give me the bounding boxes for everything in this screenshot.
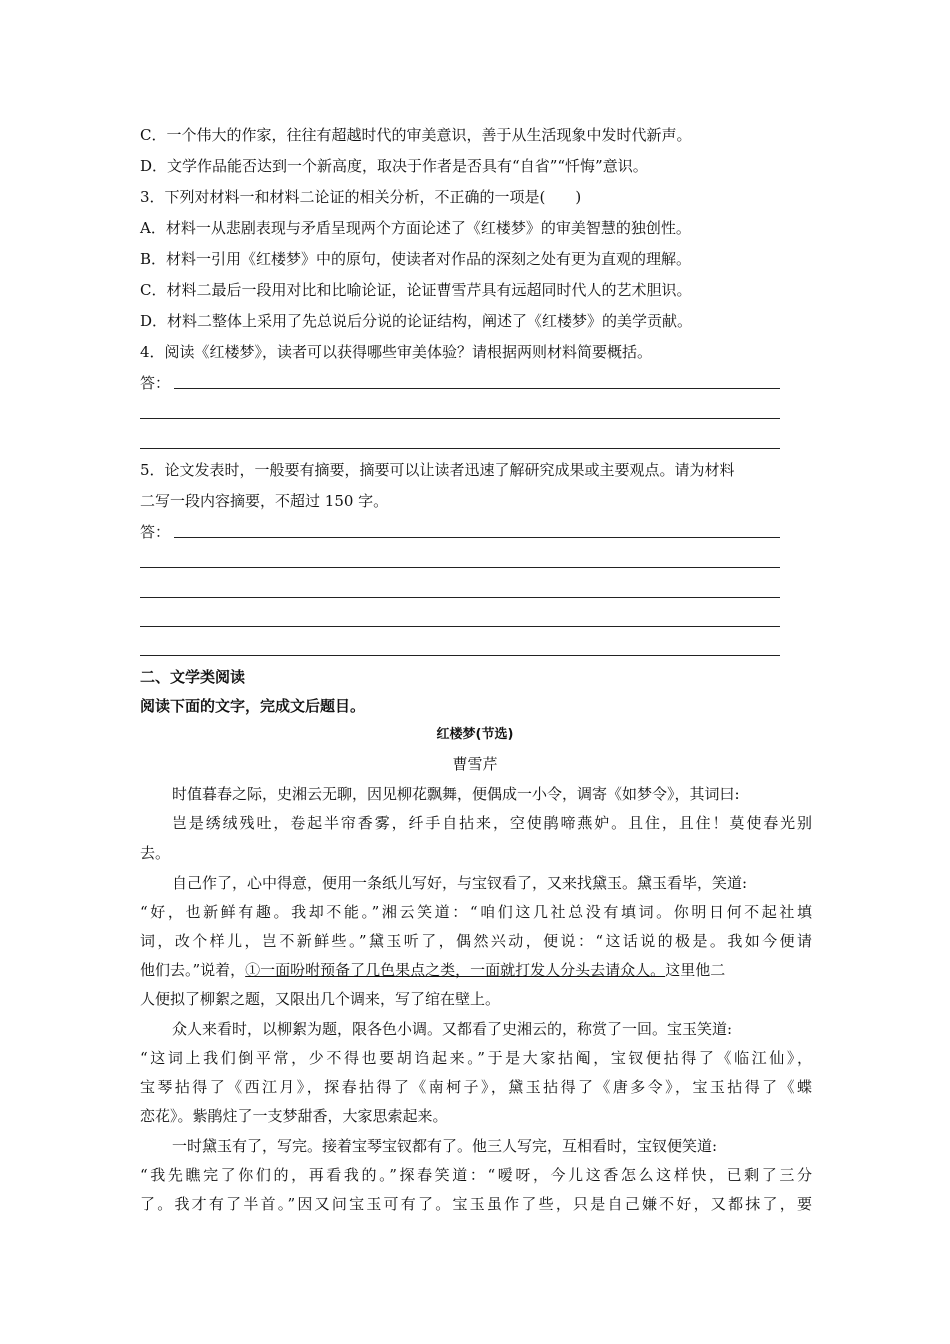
q3-stem: 3．下列对材料一和材料二论证的相关分析，不正确的一项是( )	[140, 188, 582, 206]
q3-option-d: D．材料二整体上采用了先总说后分说的论证结构，阐述了《红楼梦》的美学贡献。	[140, 312, 693, 330]
passage-line: 词，改个样儿，岂不新鲜些。”黛玉听了，偶然兴动，便说：“这话说的极是。我如今便请	[140, 932, 812, 950]
passage-line: “好，也新鲜有趣。我却不能。”湘云笑道：“咱们这几社总没有填词。你明日何不起社填	[140, 903, 812, 921]
passage-line: 岂是绣绒残吐，卷起半帘香雾，纤手自拈来，空使鹃啼燕妒。且住，且住！莫使春光别	[172, 814, 812, 832]
passage-title: 红楼梦(节选)	[436, 727, 514, 742]
passage-line: 一时黛玉有了，写完。接着宝琴宝钗都有了。他三人写完，互相看时，宝钗便笑道:	[172, 1137, 718, 1155]
passage-line: 人便拟了柳絮之题，又限出几个调来，写了绾在壁上。	[140, 990, 501, 1008]
q5-answer-line[interactable]	[140, 626, 780, 627]
q5-answer-line[interactable]	[140, 655, 780, 656]
q5-answer-label: 答：	[140, 523, 171, 541]
q4-answer-line[interactable]	[174, 388, 780, 389]
q4-answer-row[interactable]	[140, 372, 780, 394]
passage-text: 他们去。”说着，	[140, 961, 246, 979]
passage-line	[140, 959, 812, 981]
passage-text: 这里他二	[665, 961, 726, 979]
passage-line: 自己作了，心中得意，便用一条纸儿写好，与宝钗看了，又来找黛玉。黛玉看毕，笑道:	[172, 874, 748, 892]
q2-option-d: D．文学作品能否达到一个新高度，取决于作者是否具有“自省”“忏悔”意识。	[140, 157, 648, 175]
section-instruction: 阅读下面的文字，完成文后题目。	[140, 697, 366, 715]
q4-answer-line[interactable]	[140, 418, 780, 419]
passage-line: 了。我才有了半首。”因又问宝玉可有了。宝玉虽作了些，只是自己嫌不好，又都抹了，要	[140, 1195, 812, 1213]
passage-line: 恋花》。紫鹃炷了一支梦甜香，大家思索起来。	[140, 1107, 448, 1125]
q5-answer-line[interactable]	[140, 567, 780, 568]
q3-option-c: C．材料二最后一段用对比和比喻论证，论证曹雪芹具有远超同时代人的艺术胆识。	[140, 281, 692, 299]
q5-stem-line2: 二写一段内容摘要，不超过 150 字。	[140, 492, 389, 510]
q5-answer-line[interactable]	[174, 537, 780, 538]
underlined-sentence-1: ①一面吩咐预备了几色果点之类，一面就打发人分头去请众人。	[245, 961, 666, 979]
passage-line: 宝琴拈得了《西江月》，探春拈得了《南柯子》，黛玉拈得了《唐多令》，宝玉拈得了《蝶	[140, 1078, 812, 1096]
q4-stem: 4．阅读《红楼梦》，读者可以获得哪些审美体验？请根据两则材料简要概括。	[140, 343, 653, 361]
q2-option-c: C．一个伟大的作家，往往有超越时代的审美意识，善于从生活现象中发时代新声。	[140, 126, 692, 144]
q5-answer-row[interactable]	[140, 521, 780, 543]
q3-option-b: B．材料一引用《红楼梦》中的原句，使读者对作品的深刻之处有更为直观的理解。	[140, 250, 692, 268]
passage-line: “我先瞧完了你们的，再看我的。”探春笑道：“嗳呀，今儿这香怎么这样快，已剩了三分	[140, 1166, 812, 1184]
q3-option-a: A．材料一从悲剧表现与矛盾呈现两个方面论述了《红楼梦》的审美智慧的独创性。	[140, 219, 691, 237]
passage-line: “这词上我们倒平常，少不得也要胡诌起来。”于是大家拈阄，宝钗便拈得了《临江仙》，	[140, 1049, 812, 1067]
q4-answer-label: 答：	[140, 374, 171, 392]
q4-answer-line[interactable]	[140, 448, 780, 449]
q5-stem-line1: 5．论文发表时，一般要有摘要，摘要可以让读者迅速了解研究成果或主要观点。请为材料	[140, 461, 735, 479]
passage-line: 去。	[140, 844, 171, 862]
passage-author: 曹雪芹	[452, 755, 498, 773]
q5-answer-line[interactable]	[140, 597, 780, 598]
passage-line: 众人来看时，以柳絮为题，限各色小调。又都看了史湘云的，称赏了一回。宝玉笑道:	[172, 1020, 733, 1038]
passage-line: 时值暮春之际，史湘云无聊，因见柳花飘舞，便偶成一小令，调寄《如梦令》，其词曰:	[172, 785, 740, 803]
section-heading: 二、文学类阅读	[140, 668, 246, 686]
